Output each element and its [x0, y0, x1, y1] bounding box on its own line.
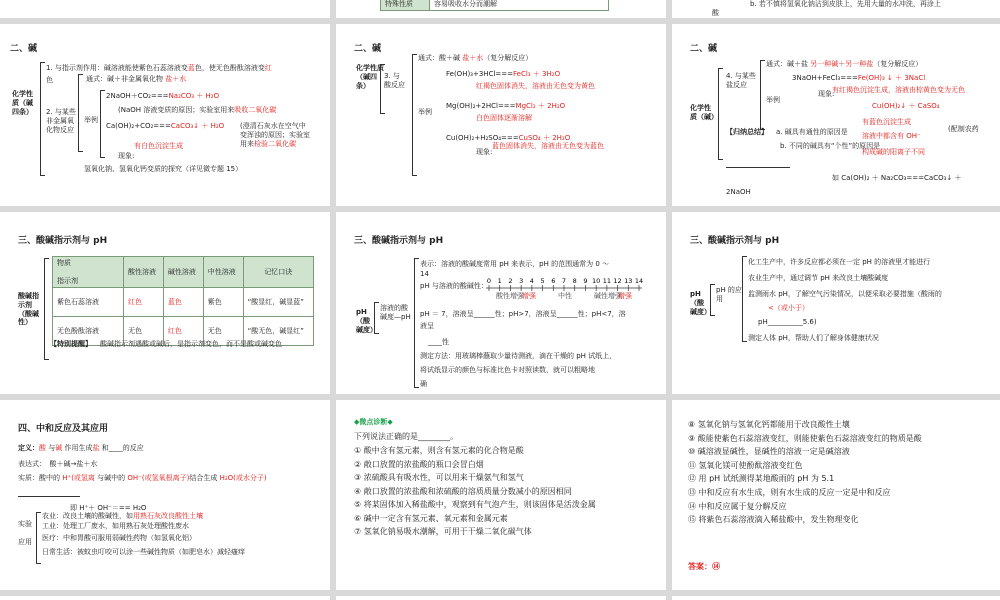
eq-caoh-co2: Ca(OH)₂+CO₂===CaCO₃↓ ＋ H₂O: [106, 122, 225, 130]
header-acidic: 酸性溶液: [124, 257, 164, 288]
blank-line: [726, 167, 790, 168]
app-label: 应用: [18, 538, 32, 546]
slide-title: 三、酸碱指示剂与 pH: [690, 236, 780, 246]
app-agri: 农业：改良土壤的酸碱性，如用熟石灰改良酸性土壤: [42, 512, 203, 520]
statement-item: ⑨ 酸能使紫色石蕊溶液变红，则能使紫色石蕊溶液变红的物质是酸: [688, 433, 922, 443]
header-mnemonic: 记忆口诀: [243, 257, 313, 288]
statement-item: ⑩ 碱溶液显碱性，显碱性的溶液一定是碱溶液: [688, 447, 850, 457]
ph-tick-label: 1: [497, 277, 502, 285]
statement-item: ⑧ 氢氧化钠与氢氧化钙都能用于改良酸性土壤: [688, 420, 850, 429]
ph-tick-label: 12: [613, 277, 622, 285]
phenomenon-label: 现象:: [476, 148, 493, 156]
item-label: 3. 与酸反应: [384, 72, 405, 89]
statement-item: ⑮ 将紫色石蕊溶液滴入稀盐酸中，发生物理变化: [688, 515, 859, 525]
ph-tick-label: 8: [572, 277, 577, 285]
slide-diagnosis-2: [672, 400, 1000, 590]
eq-caoh-note: (澄清石灰水在空气中变浑浊的原因；实验室用来检验二氧化碳: [240, 122, 310, 148]
blank-line: [18, 496, 80, 497]
ph-tick-label: 2: [508, 277, 513, 285]
eq-feoh3: Fe(OH)₃+3HCl===FeCl₃ ＋ 3H₂O: [446, 70, 561, 78]
app-brace: [36, 512, 41, 564]
ph-7: pH ＝ 7，溶液呈______性；pH>7，溶液呈______性；pH<7，溶: [420, 310, 626, 318]
app-rain-ph: pH__________5.6): [758, 318, 817, 326]
note-label: 【特别提醒】: [50, 340, 92, 348]
example-label: 举例: [418, 108, 432, 116]
general-formula: 通式：碱＋盐 另一种碱＋另一种盐（复分解反应）: [766, 60, 923, 68]
app-rain: 监测雨水 pH，了解空气污染情况，以便采取必要措施（酸雨的: [748, 290, 942, 298]
main-brace: [44, 258, 49, 360]
eq-mgoh2-phenomenon: 白色固体逐渐溶解: [476, 114, 532, 122]
acid-direction: 酸性增强: [496, 292, 524, 300]
cell-litmus-neutral: 紫色: [203, 288, 243, 317]
side-brace: [374, 302, 379, 334]
header-neutral: 中性溶液: [203, 257, 243, 288]
side-label: 化学性质（碱四条）: [12, 90, 33, 116]
eq2-phenomenon: 有蓝色沉淀生成: [862, 118, 911, 126]
slide-diagnosis-1: [336, 400, 666, 590]
summary-label: 【归纳总结】: [726, 128, 768, 136]
side-label: pH（酸碱度）: [690, 290, 711, 316]
statement-item: ⑦ 氢氧化钠易吸水潮解，可用于干燥二氧化碳气体: [354, 527, 532, 536]
general-formula: 通式：酸＋碱 盐＋水（复分解反应）: [418, 54, 533, 62]
slide-title: 四、中和反应及其应用: [18, 424, 109, 434]
statement-list: [354, 444, 596, 539]
slide-base-properties-1: [0, 24, 330, 206]
ph-tick-label: 5: [540, 277, 545, 285]
slide-ph-applications: [672, 212, 1000, 394]
side-label: 酸碱指示剂（酸碱性）: [18, 292, 39, 327]
top-strip-left: [0, 0, 330, 18]
base-direction: 碱性增强: [594, 292, 622, 300]
eq-naoh-note: (NaOH 溶液变质的原因；实验室用来吸收二氧化碳: [118, 106, 277, 114]
summary-b-answer: 构成碱的阳离子不同: [862, 148, 925, 156]
ph-tick-label: 7: [561, 277, 567, 285]
general-formula: 通式：碱＋非金属氧化物 盐＋水: [86, 75, 187, 83]
cell-litmus-acid: 红色: [124, 288, 164, 317]
ph-tick-label: 14: [634, 277, 644, 285]
slide-neutralization: [0, 400, 330, 590]
header-substance: 物质 指示剂: [53, 257, 124, 288]
answer-text: 答案：⑭: [688, 562, 720, 571]
app-health: 测定人体 pH，帮助人们了解身体健康状况: [748, 334, 879, 342]
sub-label: 溶液的酸碱度—pH: [380, 304, 411, 321]
app-agri: 农业生产中，通过调节 pH 来改良土壤酸碱度: [748, 274, 889, 282]
note-text: 酸碱指示剂遇酸或碱后，是指示剂变色，而不是酸或碱变色: [100, 340, 282, 348]
statement-item: ① 酸中含有氢元素，则含有氢元素的化合物是酸: [354, 446, 524, 455]
skin-note-text: b. 若不慎将氢氧化钠沾到皮肤上，先用大量的水冲洗，再涂上: [750, 0, 941, 8]
skin-note-tail: 酸: [712, 9, 719, 17]
property-label: 特殊性质: [381, 0, 430, 10]
ph-tick-label: 0: [486, 277, 492, 285]
diagnosis-header: ◆微点诊断◆: [354, 418, 393, 426]
app-prefix: 实验: [18, 520, 32, 528]
cell-litmus-mnemonic: “酸显红，碱显蓝”: [243, 288, 313, 317]
statement-item: ⑭ 中和反应属于复分解反应: [688, 501, 787, 511]
ph-relation: pH 与溶液的酸碱性：: [420, 282, 488, 290]
top-strip-right: [672, 0, 1000, 18]
cell-phenol-mnemonic: “酸无色，碱显红”: [243, 317, 313, 346]
main-brace: [414, 258, 419, 388]
bottom-edge-right: [672, 596, 1000, 600]
header-basic: 碱性溶液: [163, 257, 203, 288]
ph-tick-label: 6: [551, 277, 556, 285]
acid-brace: [412, 54, 417, 176]
eq-cuoh2: Cu(OH)₂+H₂SO₄===CuSO₄ ＋ 2H₂O: [446, 134, 571, 142]
salt-brace: [760, 60, 765, 130]
slide-title: 二、碱: [690, 44, 718, 54]
slide-title: 三、酸碱指示剂与 pH: [354, 236, 444, 246]
main-brace: [718, 68, 723, 160]
eq-naoh-fecl3: 3NaOH+FeCl₃===Fe(OH)₃ ↓ ＋ 3NaCl: [792, 74, 926, 82]
ionic-equation: 即 H⁺＋ OH⁻＝== H₂O: [70, 504, 147, 512]
statement-item: ⑬ 中和反应有水生成，则有水生成的反应一定是中和反应: [688, 487, 891, 497]
summary-tail: (配制农药: [948, 125, 979, 133]
ph-tick-label: 13: [624, 277, 633, 285]
ph-tick-label: 10: [592, 277, 601, 285]
app-industry: 工业：处理工厂废水，如用熟石灰处理酸性废水: [42, 522, 189, 530]
method-1: 测定方法：用玻璃棒蘸取少量待测液，滴在干燥的 pH 试纸上，: [420, 352, 617, 360]
app-daily: 日常生活：被蚊虫叮咬可以涂一些碱性物质（如肥皂水）减轻瘙痒: [42, 548, 245, 556]
cell-phenol-base: 红色: [163, 317, 203, 346]
phenomenon-label: 现象:: [118, 152, 135, 160]
eq-mgoh2: Mg(OH)₂+2HCl===MgCl₂ ＋ 2H₂O: [446, 102, 566, 110]
cell-phenol-acid: 无色: [124, 317, 164, 346]
statement-list: [688, 418, 922, 527]
example-brace: [100, 90, 105, 158]
phenomenon-answer: 有白色沉淀生成: [134, 142, 183, 150]
acid-answer: 增强: [522, 292, 536, 300]
cell-phenol: 无色酚酞溶液: [53, 317, 124, 346]
properties-table-fragment: [380, 0, 609, 11]
slide-ph-scale: [336, 212, 666, 394]
slide-title: 二、碱: [10, 44, 38, 54]
summary-a-answer: 溶液中都含有 OH⁻: [862, 132, 921, 140]
side-label: 化学性质（碱四条）: [356, 64, 384, 90]
phenomenon-label: 现象:: [818, 90, 835, 98]
statement-item: ⑪ 氢氧化镁可使酚酞溶液变红色: [688, 460, 803, 470]
eq-caoh-tail: 2NaOH: [726, 188, 751, 196]
cell-phenol-neutral: 无色: [203, 317, 243, 346]
ph-tick-label: 4: [529, 277, 534, 285]
eq2-product: Cu(OH)₂↓ ＋ CaSO₄: [872, 102, 940, 110]
statement-item: ② 敞口放置的浓盐酸的瓶口会冒白烟: [354, 459, 484, 469]
property-value: 容易吸收水分而潮解: [430, 0, 609, 10]
cell-litmus: 紫色石蕊溶液: [53, 288, 124, 317]
slide-base-acid-reaction: [336, 24, 666, 206]
method-2: 将试纸显示的颜色与标准比色卡对照读数，就可以粗略地: [420, 366, 595, 374]
indicator-table: [52, 256, 314, 346]
example-label: 举例: [84, 116, 98, 124]
statement-item: ③ 浓硫酸具有吸水性，可以用来干燥氨气和氢气: [354, 473, 524, 482]
bottom-edge-middle: [336, 596, 666, 600]
bottom-edge-left: [0, 596, 330, 600]
main-brace: [40, 62, 45, 176]
app-medical: 医疗：中和胃酸可服用弱碱性药物（如氢氧化铝）: [42, 534, 196, 542]
slide-title: 三、酸碱指示剂与 pH: [18, 236, 108, 246]
ph-tick-label: 3: [519, 277, 524, 285]
eq-naoh-co2: 2NaOH＋CO₂===Na₂CO₃ ＋ H₂O: [106, 92, 220, 100]
eq-cuoh2-phenomenon: 蓝色固体消失，溶液由无色变为蓝色: [492, 142, 604, 150]
indicator-line-end: 色: [46, 76, 53, 84]
slide-indicators: [0, 212, 330, 394]
ph-def-1: 表示：溶液的酸碱度常用 pH 来表示，pH 的范围通常为 0 ～: [420, 260, 609, 268]
top-strip-middle: [336, 0, 666, 18]
ph-lt7: 液呈: [420, 322, 434, 330]
neutral-label: 中性: [558, 292, 572, 300]
oxide-brace: [78, 74, 83, 152]
essence: 实质：酸中的 H⁺(或氢离 与碱中的 OH⁻(或氢氧根离子)结合生成 H₂O(或水分子): [18, 474, 267, 482]
oxide-item-label: 2. 与某些非金属氧化物反应: [46, 108, 76, 134]
summary-b: b. 不同的碱具有“个性”的原因是: [780, 142, 881, 150]
cell-litmus-base: 蓝色: [163, 288, 203, 317]
ph-tick-label: 9: [583, 277, 588, 285]
statement-item: ⑤ 将某固体加入稀盐酸中，观察到有气泡产生，则该固体是活泼金属: [354, 500, 596, 509]
eq-caoh-na2co3: 如 Ca(OH)₂ ＋ Na₂CO₃===CaCO₃↓ ＋: [832, 174, 962, 182]
base-answer: 增强: [618, 292, 632, 300]
ph-lt7-end: ____性: [428, 338, 449, 346]
ph-tick-label: 11: [602, 277, 611, 285]
question-intro: 下列说法正确的是________。: [354, 432, 458, 441]
side-label: 化学性质（碱）: [690, 104, 718, 121]
definition: 定义：酸 与碱 作用生成盐 和____的反应: [18, 444, 144, 452]
statement-item: ⑫ 用 pH 试纸测得某地酸雨的 pH 为 5.1: [688, 474, 835, 484]
side-brace: [710, 284, 715, 316]
eq-feoh3-phenomenon: 红褐色固体消失，溶液由无色变为黄色: [476, 82, 595, 90]
expression: 表达式： 酸＋碱→盐＋水: [18, 460, 98, 468]
explore-note: 氢氧化钠、氢氧化钙变质的探究（详见微专题 15）: [84, 165, 243, 173]
ph-def-2: 14: [420, 270, 429, 278]
slide-base-salt-reaction: [672, 24, 1000, 206]
method-3: 确: [420, 380, 427, 388]
app-rain-answer: <（或小于）: [768, 304, 809, 312]
main-brace: [742, 256, 747, 342]
indicator-line: 1. 与指示剂作用：碱溶液能使紫色石蕊溶液变蓝色，使无色酚酞溶液变红: [46, 64, 272, 72]
slide-title: 二、碱: [354, 44, 382, 54]
sub-label: pH 的应用: [716, 286, 742, 303]
summary-a: a. 碱具有通性的原因是: [776, 128, 848, 136]
example-label: 举例: [766, 96, 780, 104]
item-label: 4. 与某些盐反应: [726, 72, 756, 89]
statement-item: ⑥ 碱中一定含有氢元素、氧元素和金属元素: [354, 513, 508, 523]
side-label: pH（酸碱度）: [356, 308, 377, 334]
ph-tick-group: [487, 277, 643, 291]
app-chem: 化工生产中，许多反应都必须在一定 pH 的溶液里才能进行: [748, 258, 931, 266]
eq1-phenomenon: 有红褐色沉淀生成，溶液由棕黄色变为无色: [832, 86, 965, 94]
statement-item: ④ 敞口放置的浓盐酸和浓硫酸的溶质质量分数减小的原因相同: [354, 486, 572, 496]
